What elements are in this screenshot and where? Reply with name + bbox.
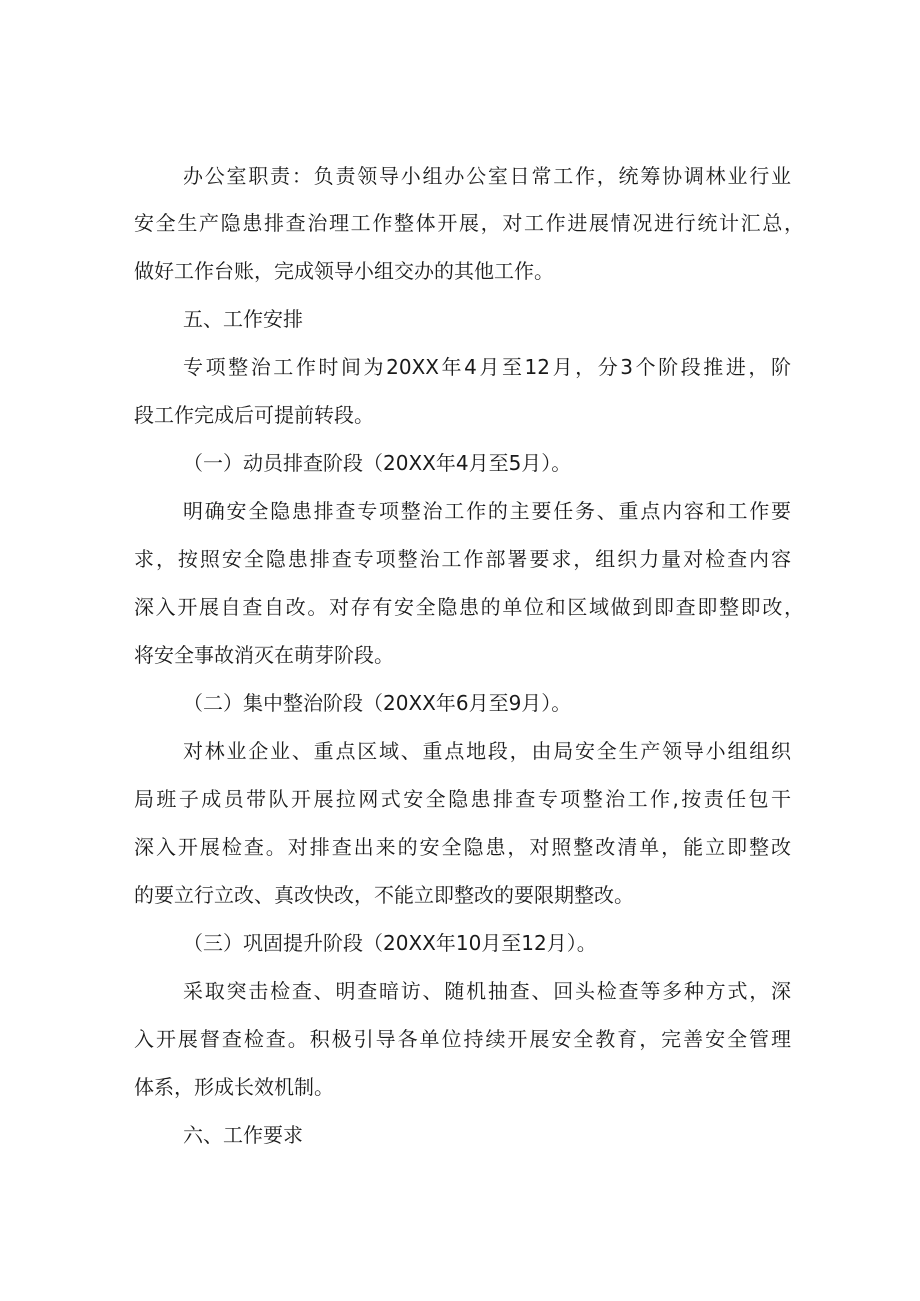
paragraph-consolidation-line-2: 入开展督查检查。积极引导各单位持续开展安全教育，完善安全管理 <box>134 1027 791 1051</box>
paragraph-schedule-line-2: 段工作完成后可提前转段。 <box>134 403 374 427</box>
section-heading-work-requirements: 六、工作要求 <box>183 1123 303 1147</box>
paragraph-office-duties-line-1: 办公室职责：负责领导小组办公室日常工作，统筹协调林业行业 <box>183 164 791 188</box>
paragraph-rectification-line-2: 局班子成员带队开展拉网式安全隐患排查专项整治工作,按责任包干 <box>134 787 791 811</box>
paragraph-schedule-line-1: 专项整治工作时间为20XX年4月至12月，分3个阶段推进，阶 <box>183 355 791 379</box>
paragraph-mobilization-line-3: 深入开展自查自改。对存有安全隐患的单位和区域做到即查即整即改， <box>134 595 804 619</box>
paragraph-consolidation-line-3: 体系，形成长效机制。 <box>134 1075 334 1099</box>
paragraph-rectification-line-4: 的要立行立改、真改快改，不能立即整改的要限期整改。 <box>134 883 634 907</box>
paragraph-rectification-line-1: 对林业企业、重点区域、重点地段，由局安全生产领导小组组织 <box>183 739 791 763</box>
paragraph-mobilization-line-4: 将安全事故消灭在萌芽阶段。 <box>134 643 394 667</box>
phase-heading-mobilization: （一）动员排查阶段（20XX年4月至5月）。 <box>183 451 572 475</box>
phase-heading-concentrated-rectification: （二）集中整治阶段（20XX年6月至9月）。 <box>183 691 572 715</box>
paragraph-rectification-line-3: 深入开展检查。对排查出来的安全隐患，对照整改清单，能立即整改 <box>134 835 791 859</box>
paragraph-consolidation-line-1: 采取突击检查、明查暗访、随机抽查、回头检查等多种方式，深 <box>183 979 791 1003</box>
paragraph-mobilization-line-2: 求，按照安全隐患排查专项整治工作部署要求，组织力量对检查内容 <box>134 547 791 571</box>
paragraph-mobilization-line-1: 明确安全隐患排查专项整治工作的主要任务、重点内容和工作要 <box>183 499 791 523</box>
paragraph-office-duties-line-3: 做好工作台账，完成领导小组交办的其他工作。 <box>134 259 554 283</box>
paragraph-office-duties-line-2: 安全生产隐患排查治理工作整体开展，对工作进展情况进行统计汇总， <box>134 211 804 235</box>
section-heading-work-arrangement: 五、工作安排 <box>183 307 303 331</box>
phase-heading-consolidation: （三）巩固提升阶段（20XX年10月至12月）。 <box>183 931 597 955</box>
